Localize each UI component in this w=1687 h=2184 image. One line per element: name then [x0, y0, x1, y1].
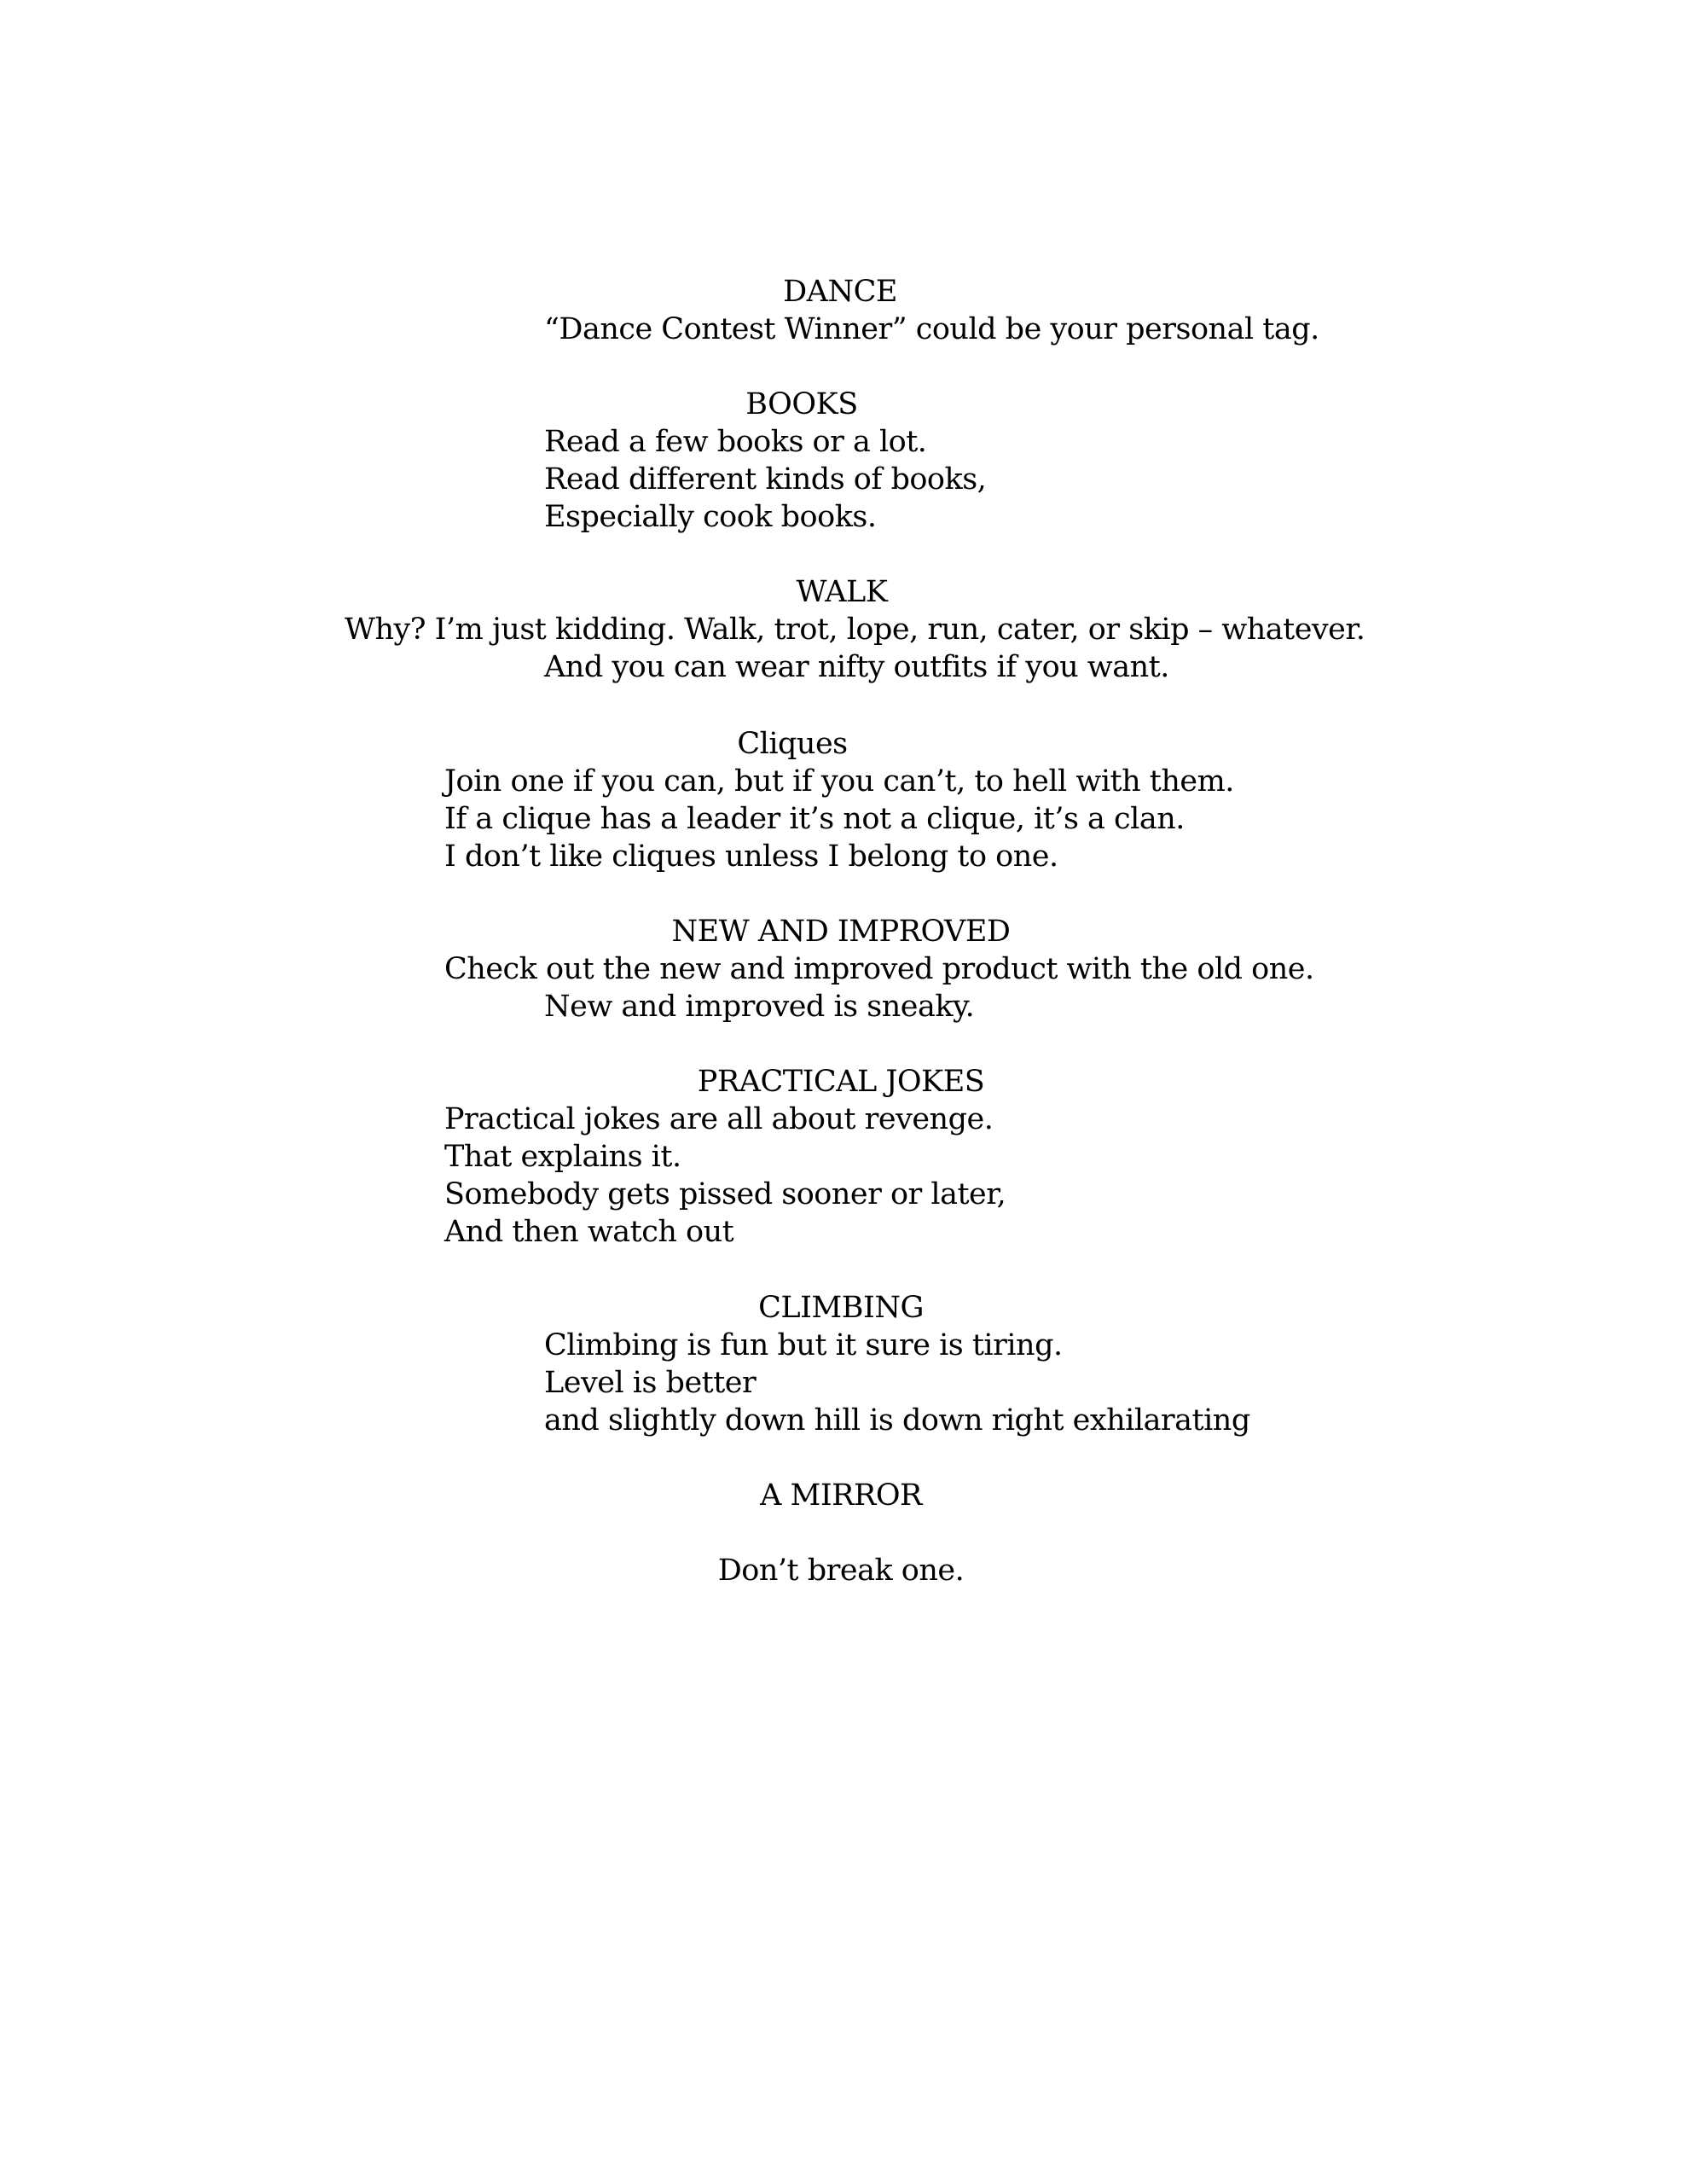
section-line: Level is better	[544, 1366, 757, 1400]
section-line: Don’t break one.	[717, 1554, 965, 1588]
section-title-new-and-improved: NEW AND IMPROVED	[671, 915, 1011, 949]
section-line: And then watch out	[444, 1215, 734, 1249]
section-title-cliques: Cliques	[737, 727, 848, 761]
section-line: And you can wear nifty outfits if you want.	[544, 650, 1169, 684]
section-line: I don’t like cliques unless I belong to one.	[444, 839, 1058, 874]
section-line: and slightly down hill is down right exhilarating	[544, 1403, 1250, 1438]
section-line: Climbing is fun but it sure is tiring.	[544, 1328, 1063, 1362]
section-line: Join one if you can, but if you can’t, to hell with them.	[444, 764, 1234, 799]
section-line: Read a few books or a lot.	[544, 425, 927, 459]
section-line: Especially cook books.	[544, 500, 877, 534]
section-title-books: BOOKS	[745, 387, 858, 421]
section-title-dance: DANCE	[783, 275, 897, 309]
section-title-practical-jokes: PRACTICAL JOKES	[697, 1065, 985, 1099]
section-line: Practical jokes are all about revenge.	[444, 1102, 994, 1136]
section-title-walk: WALK	[796, 575, 888, 609]
section-line: Read different kinds of books,	[544, 462, 987, 497]
section-line: “Dance Contest Winner” could be your personal tag.	[544, 312, 1319, 346]
section-line: New and improved is sneaky.	[544, 990, 975, 1024]
section-line: That explains it.	[444, 1140, 681, 1174]
section-line: Somebody gets pissed sooner or later,	[444, 1177, 1006, 1211]
section-line: Why? I’m just kidding. Walk, trot, lope, run, cater, or skip – whatever.	[345, 613, 1365, 647]
section-title-a-mirror: A MIRROR	[760, 1478, 922, 1513]
section-line: If a clique has a leader it’s not a clique, it’s a clan.	[444, 802, 1185, 836]
section-title-climbing: CLIMBING	[758, 1291, 924, 1325]
section-line: Check out the new and improved product with the old one.	[444, 952, 1314, 986]
